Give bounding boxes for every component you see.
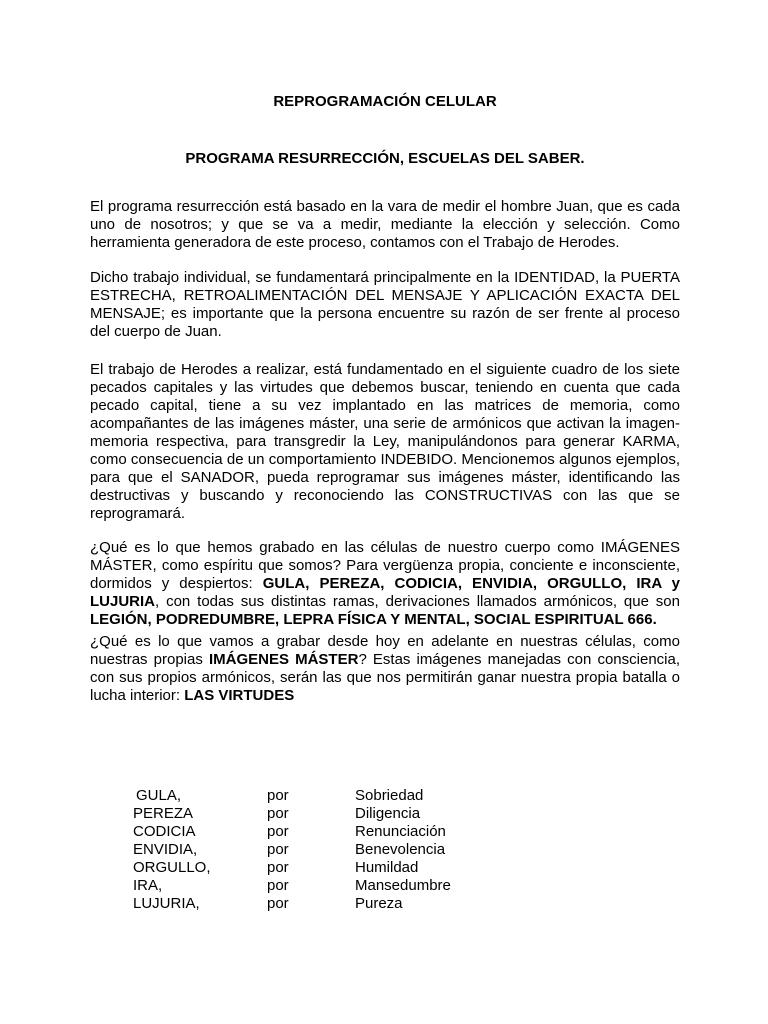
sins-list-bold: GULA, PEREZA, CODICIA, ENVIDIA, ORGULLO, IRA y LUJURIA	[90, 575, 681, 610]
paragraph-5-text-b: ? Estas imágenes manejadas con consciencia, con sus propios armónicos, serán las que nos permitirán ganar nuestra propia batalla o lucha interior:	[90, 651, 681, 704]
paragraph-4-text-b: , con todas sus distintas ramas, derivaciones llamados armónicos, que son	[155, 593, 680, 610]
virtue-cell: Pureza	[355, 895, 403, 912]
virtue-cell: Humildad	[355, 859, 419, 876]
sin-cell: ORGULLO,	[133, 859, 211, 876]
sin-cell: GULA,	[136, 787, 182, 804]
sin-cell: IRA,	[133, 877, 163, 894]
por-cell: por	[267, 787, 289, 804]
paragraph-2: Dicho trabajo individual, se fundamentará principalmente en la IDENTIDAD, la PUERTA ESTRECHA, RETROALIMENTACIÓN DEL MENSAJE Y APLICACIÓN EXACTA DEL MENSAJE; es importante que la persona encuentre su razón de ser frente al proceso del cuerpo de Juan.	[90, 269, 680, 340]
table-row	[133, 895, 553, 913]
virtue-cell: Diligencia	[355, 805, 421, 822]
sin-cell: ENVIDIA,	[133, 841, 198, 858]
table-row	[133, 805, 553, 823]
virtue-cell: Renunciación	[355, 823, 446, 840]
table-row	[133, 823, 553, 841]
sin-cell: CODICIA	[133, 823, 196, 840]
table-row	[133, 787, 553, 805]
por-cell: por	[267, 841, 289, 858]
virtue-cell: Benevolencia	[355, 841, 446, 858]
paragraph-1: El programa resurrección está basado en la vara de medir el hombre Juan, que es cada uno de nosotros; y que se va a medir, mediante la elección y selección. Como herramienta generadora de este proceso, contamos con el Trabajo de Herodes.	[90, 198, 680, 251]
virtue-cell: Sobriedad	[355, 787, 424, 804]
table-row	[133, 877, 553, 895]
por-cell: por	[267, 805, 289, 822]
por-cell: por	[267, 859, 289, 876]
document-title: REPROGRAMACIÓN CELULAR	[273, 93, 497, 110]
imagenes-master-bold: IMÁGENES MÁSTER	[208, 651, 359, 668]
legion-bold: LEGIÓN, PODREDUMBRE, LEPRA FÍSICA Y MENTAL, SOCIAL ESPIRITUAL 666.	[90, 611, 657, 628]
table-row	[133, 859, 553, 877]
document-subtitle: PROGRAMA RESURRECCIÓN, ESCUELAS DEL SABER.	[185, 150, 585, 167]
sin-cell: LUJURIA,	[133, 895, 200, 912]
paragraph-3: El trabajo de Herodes a realizar, está fundamentado en el siguiente cuadro de los siete pecados capitales y las virtudes que debemos buscar, teniendo en cuenta que cada pecado capital, tiene a su vez implantado en las matrices de memoria, como acompañantes de las imágenes máster, una serie de armónicos que activan la imagen-memoria respectiva, para transgredir la Ley, manipulándonos para generar KARMA, como consecuencia de un comportamiento INDEBIDO. Mencionemos algunos ejemplos, para que el SANADOR, pueda reprogramar sus imágenes máster, identificando las destructivas y buscando y reconociendo las CONSTRUCTIVAS con las que se reprogramará.	[90, 361, 680, 522]
por-cell: por	[267, 877, 289, 894]
por-cell: por	[267, 895, 289, 912]
virtue-cell: Mansedumbre	[355, 877, 451, 894]
table-row	[133, 841, 553, 859]
las-virtudes-bold: LAS VIRTUDES	[184, 687, 295, 704]
paragraph-4-text-a: ¿Qué es lo que hemos grabado en las células de nuestro cuerpo como IMÁGENES MÁSTER, como espíritu que somos? Para vergüenza propia, conciente e inconsciente, dormidos y despiertos:	[90, 539, 680, 592]
sin-cell: PEREZA	[133, 805, 194, 822]
paragraph-4	[90, 539, 680, 629]
paragraph-5	[90, 633, 680, 705]
por-cell: por	[267, 823, 289, 840]
paragraph-5-text-a: ¿Qué es lo que vamos a grabar desde hoy en adelante en nuestras células, como nuestras propias	[90, 633, 680, 668]
sins-virtues-table	[133, 787, 553, 913]
